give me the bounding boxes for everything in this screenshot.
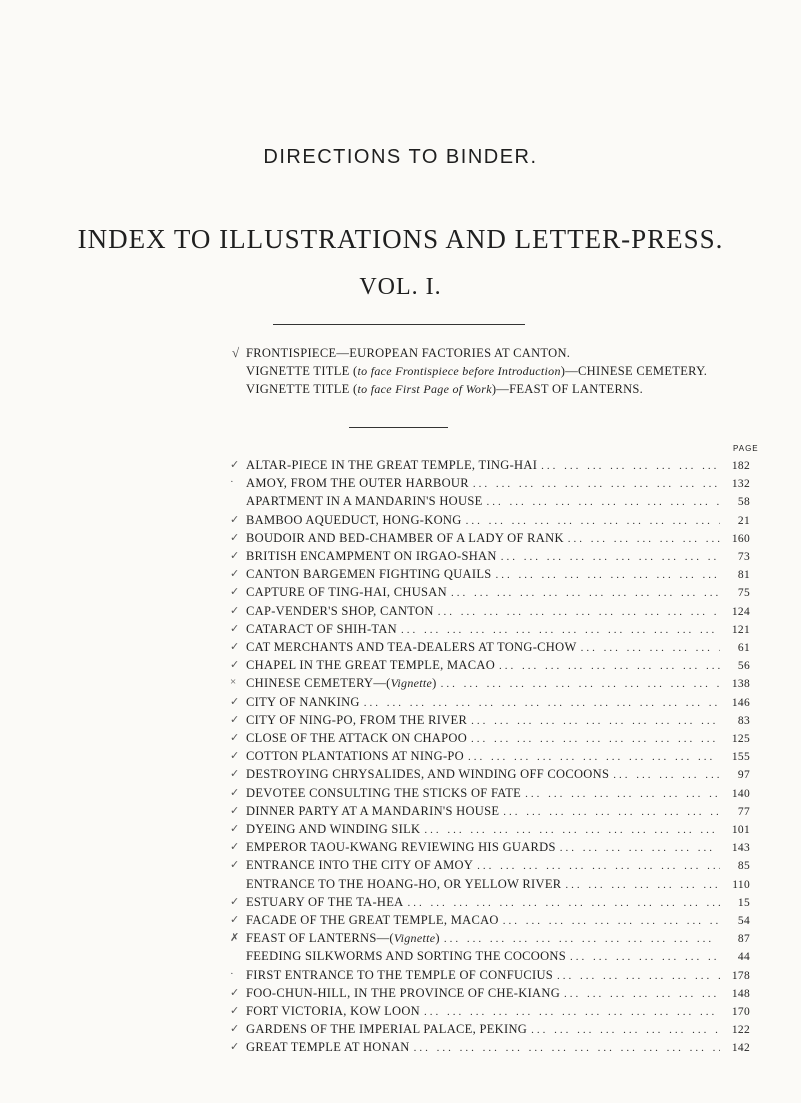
page-number: 146 bbox=[731, 696, 750, 709]
leader-dots bbox=[531, 1024, 720, 1036]
leader-dots bbox=[557, 970, 720, 982]
check-mark-icon: · bbox=[230, 967, 234, 980]
check-mark-icon: ✓ bbox=[230, 713, 240, 726]
leader-dots bbox=[613, 769, 720, 781]
leader-dots bbox=[471, 733, 720, 745]
index-row bbox=[230, 640, 750, 658]
page-number: 132 bbox=[731, 478, 750, 491]
entry-title: ENTRANCE TO THE HOANG-HO, OR YELLOW RIVER bbox=[246, 876, 562, 891]
page-number: 182 bbox=[731, 460, 750, 472]
leader-dots bbox=[468, 751, 720, 763]
check-mark-icon: ✓ bbox=[230, 1041, 240, 1054]
leader-dots bbox=[560, 842, 720, 854]
check-mark-icon: · bbox=[230, 476, 234, 489]
section-divider bbox=[349, 427, 448, 428]
index-row bbox=[230, 1004, 750, 1022]
entry-title: CHINESE CEMETERY—(Vignette) bbox=[246, 676, 437, 691]
index-row bbox=[230, 603, 750, 622]
entry-title: APARTMENT IN A MANDARIN'S HOUSE bbox=[246, 494, 483, 509]
index-row bbox=[230, 567, 750, 585]
index-row bbox=[230, 803, 750, 822]
entry-title: COTTON PLANTATIONS AT NING-PO bbox=[246, 749, 465, 764]
index-row bbox=[230, 822, 750, 840]
leader-dots bbox=[499, 660, 720, 672]
page-number: 87 bbox=[737, 933, 750, 946]
index-row bbox=[230, 1040, 750, 1058]
leader-dots bbox=[541, 460, 720, 472]
entry-title: FOO-CHUN-HILL, IN THE PROVINCE OF CHE-KIANG bbox=[246, 985, 561, 1000]
front-matter-text: )—CHINESE CEMETERY. bbox=[560, 364, 708, 378]
check-mark-icon: ✓ bbox=[230, 750, 240, 763]
leader-dots bbox=[424, 1006, 720, 1018]
page-number: 75 bbox=[737, 587, 750, 600]
entry-title: CITY OF NANKING bbox=[246, 694, 360, 709]
index-row bbox=[230, 967, 750, 986]
check-mark-icon: ✓ bbox=[230, 550, 240, 562]
divider-rule bbox=[273, 324, 525, 325]
entry-title: GARDENS OF THE IMPERIAL PALACE, PEKING bbox=[246, 1022, 528, 1037]
page-number: 54 bbox=[737, 915, 750, 927]
leader-dots bbox=[408, 897, 720, 909]
index-row bbox=[230, 894, 750, 913]
page-number: 61 bbox=[737, 642, 750, 654]
leader-dots bbox=[401, 624, 720, 636]
leader-dots bbox=[525, 788, 720, 800]
leader-dots bbox=[473, 478, 720, 490]
check-mark-icon: ✓ bbox=[230, 768, 240, 781]
front-matter-italic: to face Frontispiece before Introduction bbox=[357, 364, 561, 378]
check-mark-icon: ✓ bbox=[230, 513, 240, 526]
check-mark-icon: ✓ bbox=[230, 1005, 240, 1017]
page-number: 97 bbox=[737, 769, 750, 782]
index-row bbox=[230, 731, 750, 749]
page-number: 178 bbox=[731, 969, 750, 982]
entry-title: CITY OF NING-PO, FROM THE RIVER bbox=[246, 712, 468, 727]
index-row bbox=[230, 549, 750, 567]
front-matter-line bbox=[246, 380, 707, 398]
check-mark-icon: ✓ bbox=[230, 459, 240, 471]
check-mark-icon: ✓ bbox=[230, 1023, 240, 1036]
page-number: 110 bbox=[732, 878, 750, 891]
entry-title: ALTAR-PIECE IN THE GREAT TEMPLE, TING-HAI bbox=[246, 458, 538, 472]
page-number: 56 bbox=[737, 660, 750, 673]
index-row bbox=[230, 476, 750, 494]
index-row bbox=[230, 858, 750, 876]
entry-title: CANTON BARGEMEN FIGHTING QUAILS bbox=[246, 567, 492, 582]
entry-title: CATARACT OF SHIH-TAN bbox=[246, 621, 398, 636]
leader-dots bbox=[564, 988, 720, 1000]
entry-title: DEVOTEE CONSULTING THE STICKS OF FATE bbox=[246, 785, 522, 800]
check-mark-icon: ✓ bbox=[230, 568, 240, 581]
check-mark-icon: ✓ bbox=[230, 804, 240, 817]
entry-title: CAPTURE OF TING-HAI, CHUSAN bbox=[246, 585, 447, 600]
check-mark-icon: ✗ bbox=[230, 932, 240, 945]
entry-title: GREAT TEMPLE AT HONAN bbox=[246, 1040, 410, 1055]
index-row bbox=[230, 767, 750, 785]
directions-heading: DIRECTIONS TO BINDER. bbox=[263, 146, 538, 168]
entry-title: BAMBOO AQUEDUCT, HONG-KONG bbox=[246, 512, 462, 527]
check-mark-icon: ✓ bbox=[230, 531, 240, 544]
leader-dots bbox=[466, 515, 720, 527]
front-matter-text: VIGNETTE TITLE ( bbox=[246, 364, 358, 378]
check-mark-icon: √ bbox=[232, 345, 240, 360]
page-number: 44 bbox=[737, 951, 750, 964]
leader-dots bbox=[451, 587, 720, 599]
page-number: 142 bbox=[731, 1042, 750, 1055]
entry-title: CLOSE OF THE ATTACK ON CHAPOO bbox=[246, 731, 468, 745]
index-row bbox=[230, 621, 750, 640]
check-mark-icon: ✓ bbox=[230, 604, 240, 617]
index-row bbox=[230, 913, 750, 931]
page-number: 101 bbox=[731, 824, 750, 836]
front-matter-line bbox=[232, 344, 707, 362]
leader-dots bbox=[570, 951, 720, 963]
entry-title: BOUDOIR AND BED-CHAMBER OF A LADY OF RANK bbox=[246, 530, 564, 545]
check-mark-icon: ✓ bbox=[230, 586, 240, 599]
entry-title: DINNER PARTY AT A MANDARIN'S HOUSE bbox=[246, 803, 500, 818]
check-mark-icon: ✓ bbox=[230, 986, 240, 999]
entry-title: FEEDING SILKWORMS AND SORTING THE COCOONS bbox=[246, 949, 567, 964]
leader-dots bbox=[414, 1042, 720, 1054]
leader-dots bbox=[438, 606, 720, 618]
index-row bbox=[230, 512, 750, 531]
page-number: 85 bbox=[737, 860, 750, 873]
entry-title: FIRST ENTRANCE TO THE TEMPLE OF CONFUCIUS bbox=[246, 967, 554, 982]
page-column-header: PAGE bbox=[733, 444, 759, 453]
page-number: 138 bbox=[731, 678, 750, 691]
front-matter-text: FRONTISPIECE—EUROPEAN FACTORIES AT CANTON. bbox=[246, 346, 571, 360]
leader-dots bbox=[501, 551, 720, 563]
front-matter bbox=[232, 344, 708, 398]
leader-dots bbox=[364, 697, 720, 709]
leader-dots bbox=[471, 715, 720, 727]
page-number: 121 bbox=[731, 623, 750, 636]
entry-title: FORT VICTORIA, KOW LOON bbox=[246, 1004, 420, 1018]
entry-title: ENTRANCE INTO THE CITY OF AMOY bbox=[246, 858, 474, 873]
volume-label: VOL. I. bbox=[359, 274, 442, 300]
index-row bbox=[230, 712, 750, 731]
leader-dots bbox=[581, 642, 720, 654]
leader-dots bbox=[441, 678, 720, 690]
entry-title: FEAST OF LANTERNS—(Vignette) bbox=[246, 931, 440, 946]
page-number: 15 bbox=[737, 896, 750, 909]
entry-title: CAT MERCHANTS AND TEA-DEALERS AT TONG-CHOW bbox=[246, 640, 577, 654]
page-number: 77 bbox=[737, 805, 750, 818]
leader-dots bbox=[444, 933, 720, 945]
page-number: 170 bbox=[731, 1006, 750, 1018]
front-matter-line bbox=[246, 362, 707, 380]
check-mark-icon: ✓ bbox=[230, 895, 240, 908]
leader-dots bbox=[568, 533, 720, 545]
index-row bbox=[230, 985, 750, 1004]
leader-dots bbox=[496, 569, 720, 581]
index-row bbox=[246, 494, 750, 512]
index-row bbox=[246, 949, 750, 967]
index-row bbox=[230, 694, 750, 713]
check-mark-icon: ✓ bbox=[230, 622, 240, 635]
entry-title: FACADE OF THE GREAT TEMPLE, MACAO bbox=[246, 913, 499, 927]
page-number: 81 bbox=[737, 569, 750, 582]
check-mark-icon: × bbox=[230, 676, 237, 689]
check-mark-icon: ✓ bbox=[230, 823, 240, 835]
index-row bbox=[230, 931, 750, 949]
page-number: 21 bbox=[737, 514, 750, 527]
page-number: 160 bbox=[731, 532, 750, 545]
index-row bbox=[230, 785, 750, 804]
check-mark-icon: ✓ bbox=[230, 859, 240, 872]
entry-title: CHAPEL IN THE GREAT TEMPLE, MACAO bbox=[246, 658, 496, 673]
page-number: 124 bbox=[731, 605, 750, 618]
entry-title: DYEING AND WINDING SILK bbox=[246, 822, 421, 836]
index-row bbox=[230, 658, 750, 676]
entry-title: AMOY, FROM THE OUTER HARBOUR bbox=[246, 476, 469, 491]
leader-dots bbox=[503, 915, 720, 927]
page-number: 73 bbox=[737, 551, 750, 563]
index-row bbox=[230, 458, 750, 476]
check-mark-icon: ✓ bbox=[230, 786, 240, 799]
page-number: 122 bbox=[731, 1024, 750, 1037]
index-row bbox=[230, 530, 750, 549]
entry-title: CAP-VENDER'S SHOP, CANTON bbox=[246, 603, 434, 618]
index-title: INDEX TO ILLUSTRATIONS AND LETTER-PRESS. bbox=[77, 224, 724, 254]
page-number: 148 bbox=[731, 987, 750, 1000]
check-mark-icon: ✓ bbox=[230, 732, 240, 744]
index-row bbox=[230, 749, 750, 767]
check-mark-icon: ✓ bbox=[230, 659, 240, 672]
leader-dots bbox=[503, 806, 720, 818]
check-mark-icon: ✓ bbox=[230, 914, 240, 926]
leader-dots bbox=[424, 824, 720, 836]
page-number: 140 bbox=[731, 787, 750, 800]
leader-dots bbox=[487, 496, 720, 508]
index-row bbox=[246, 877, 750, 895]
check-mark-icon: ✓ bbox=[230, 695, 240, 708]
leader-dots bbox=[565, 879, 720, 891]
page-number: 58 bbox=[737, 496, 750, 509]
entry-title: ESTUARY OF THE TA-HEA bbox=[246, 894, 404, 909]
index-row bbox=[230, 676, 750, 694]
front-matter-text: )—FEAST OF LANTERNS. bbox=[491, 382, 644, 396]
entry-title: DESTROYING CHRYSALIDES, AND WINDING OFF COCOONS bbox=[246, 767, 610, 782]
check-mark-icon: ✓ bbox=[230, 841, 240, 854]
front-matter-text: VIGNETTE TITLE ( bbox=[246, 382, 358, 396]
page-number: 83 bbox=[737, 714, 750, 727]
index-row bbox=[230, 1022, 750, 1040]
index-row bbox=[230, 840, 750, 858]
front-matter-italic: to face First Page of Work bbox=[357, 382, 492, 396]
page-number: 143 bbox=[731, 842, 750, 855]
leader-dots bbox=[477, 860, 720, 872]
page-number: 155 bbox=[731, 751, 750, 764]
page-number: 125 bbox=[731, 733, 750, 745]
entry-title: BRITISH ENCAMPMENT ON IRGAO-SHAN bbox=[246, 549, 497, 563]
index-row bbox=[230, 585, 750, 603]
check-mark-icon: ✓ bbox=[230, 641, 240, 653]
entry-title: EMPEROR TAOU-KWANG REVIEWING HIS GUARDS bbox=[246, 840, 556, 855]
